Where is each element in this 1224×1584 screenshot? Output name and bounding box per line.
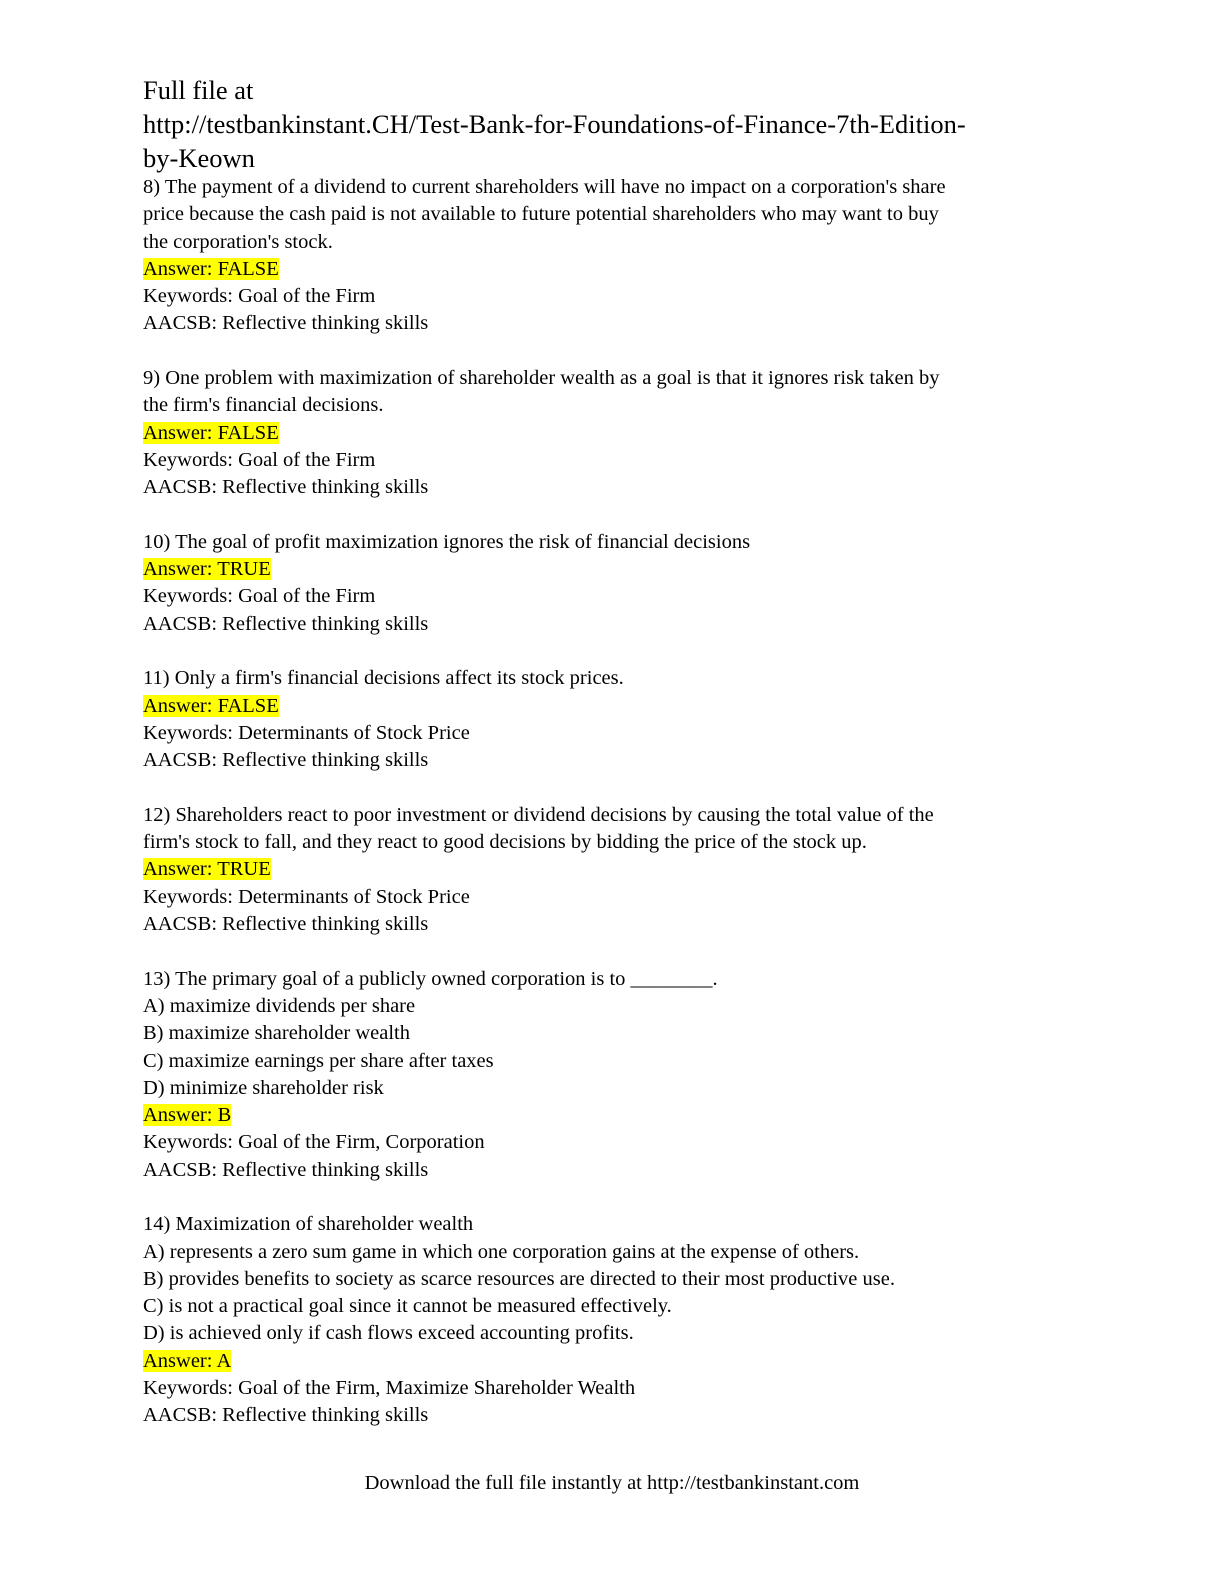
keywords-line: Keywords: Determinants of Stock Price <box>143 885 470 908</box>
page-footer: Download the full file instantly at http://testbankinstant.com <box>364 1472 860 1494</box>
question-block <box>143 174 1103 338</box>
question-block <box>143 802 1103 938</box>
answer-highlight: Answer: B <box>143 1104 232 1127</box>
question-text: 13) The primary goal of a publicly owned corporation is to ________. <box>143 967 718 990</box>
question-block <box>143 665 1103 774</box>
question-text: 14) Maximization of shareholder wealth <box>143 1213 474 1236</box>
question-line: D) minimize shareholder risk <box>143 1076 384 1099</box>
keywords-line: Keywords: Goal of the Firm <box>143 585 376 608</box>
page-header <box>143 73 1103 175</box>
question-line: C) is not a practical goal since it cannot be measured effectively. <box>143 1295 672 1318</box>
question-line: B) maximize shareholder wealth <box>143 1022 410 1045</box>
question-line: the corporation's stock. <box>143 230 333 253</box>
question-line: price because the cash paid is not available to future potential shareholders who may want to buy <box>143 203 939 226</box>
aacsb-line: AACSB: Reflective thinking skills <box>143 312 429 335</box>
answer-row <box>143 1348 1103 1375</box>
header-url-link-cont[interactable]: by-Keown <box>143 143 255 173</box>
question-list <box>143 174 1103 1457</box>
question-text: 8) The payment of a dividend to current shareholders will have no impact on a corporation's share <box>143 176 946 198</box>
question-line: C) maximize earnings per share after taxes <box>143 1049 494 1072</box>
question-text: 10) The goal of profit maximization ignores the risk of financial decisions <box>143 530 751 553</box>
aacsb-line: AACSB: Reflective thinking skills <box>143 1404 429 1427</box>
answer-highlight: Answer: TRUE <box>143 558 271 581</box>
question-line: firm's stock to fall, and they react to good decisions by bidding the price of the stock up. <box>143 831 867 854</box>
question-text: 9) One problem with maximization of shareholder wealth as a goal is that it ignores risk taken by <box>143 367 940 390</box>
question-block <box>143 966 1103 1184</box>
answer-highlight: Answer: FALSE <box>143 421 279 444</box>
answer-row <box>143 856 1103 883</box>
question-line: D) is achieved only if cash flows exceed accounting profits. <box>143 1322 634 1345</box>
question-line: A) maximize dividends per share <box>143 994 416 1017</box>
answer-highlight: Answer: FALSE <box>143 257 279 280</box>
question-text: 12) Shareholders react to poor investment or dividend decisions by causing the total value of the <box>143 803 934 826</box>
question-block <box>143 365 1103 501</box>
aacsb-line: AACSB: Reflective thinking skills <box>143 476 429 499</box>
question-line: the firm's financial decisions. <box>143 394 384 417</box>
answer-highlight: Answer: TRUE <box>143 858 271 881</box>
question-line: B) provides benefits to society as scarce resources are directed to their most productive use. <box>143 1267 895 1290</box>
question-block <box>143 1211 1103 1429</box>
keywords-line: Keywords: Determinants of Stock Price <box>143 721 470 744</box>
aacsb-line: AACSB: Reflective thinking skills <box>143 1158 429 1181</box>
keywords-line: Keywords: Goal of the Firm <box>143 448 376 471</box>
aacsb-line: AACSB: Reflective thinking skills <box>143 612 429 635</box>
header-url-link[interactable]: http://testbankinstant.CH/Test-Bank-for-Foundations-of-Finance-7th-Edition- <box>143 109 966 139</box>
question-block <box>143 529 1103 638</box>
answer-row <box>143 556 1103 583</box>
answer-row <box>143 1102 1103 1129</box>
keywords-line: Keywords: Goal of the Firm <box>143 285 376 308</box>
answer-row <box>143 256 1103 283</box>
answer-row <box>143 693 1103 720</box>
question-line: A) represents a zero sum game in which one corporation gains at the expense of others. <box>143 1240 860 1263</box>
header-line-1: Full file at <box>143 75 254 105</box>
answer-highlight: Answer: FALSE <box>143 694 279 717</box>
aacsb-line: AACSB: Reflective thinking skills <box>143 913 429 936</box>
answer-highlight: Answer: A <box>143 1349 232 1372</box>
aacsb-line: AACSB: Reflective thinking skills <box>143 749 429 772</box>
answer-row <box>143 420 1103 447</box>
keywords-line: Keywords: Goal of the Firm, Corporation <box>143 1131 485 1154</box>
keywords-line: Keywords: Goal of the Firm, Maximize Shareholder Wealth <box>143 1377 636 1400</box>
question-text: 11) Only a firm's financial decisions affect its stock prices. <box>143 667 624 690</box>
